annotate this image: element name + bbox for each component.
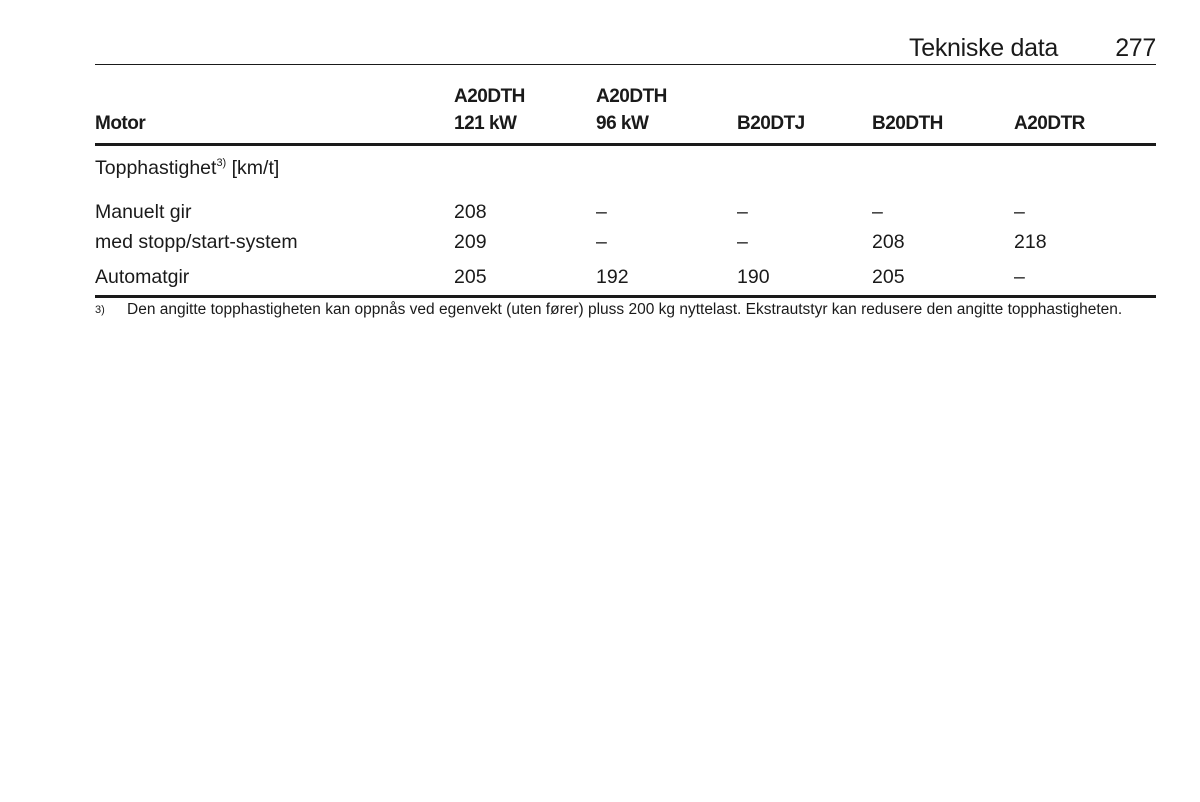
- row-label: Automatgir: [95, 266, 190, 288]
- table-row: [95, 262, 1156, 292]
- table-section-row: [95, 153, 1156, 185]
- table-cell: –: [596, 231, 607, 253]
- table-cell: 208: [454, 201, 487, 223]
- table-cell: 205: [872, 266, 905, 288]
- table-cell: –: [872, 201, 883, 223]
- page-number: 277: [1115, 34, 1156, 62]
- section-label: Topphastighet$^{3)}$ [km/t]: [95, 157, 280, 179]
- column-header-motor: Motor: [95, 113, 146, 134]
- table-cell: 209: [454, 231, 487, 253]
- footnote-reference: 3): [216, 157, 227, 169]
- table-cell: –: [596, 201, 607, 223]
- page-header: [95, 32, 1156, 65]
- table-row: [95, 227, 1156, 257]
- column-header-b20dth: B20DTH: [872, 113, 943, 134]
- table-row: [95, 197, 1156, 227]
- table-bottom-rule: [95, 295, 1156, 298]
- column-header-a20dth-121kw: A20DTH 121 kW: [454, 86, 525, 134]
- section-title: Tekniske data: [909, 34, 1058, 62]
- table-cell: –: [737, 231, 748, 253]
- table-cell: –: [1014, 201, 1025, 223]
- table-cell: 208: [872, 231, 905, 253]
- footnote-mark: 3): [95, 304, 105, 316]
- table-cell: 190: [737, 266, 770, 288]
- column-header-b20dtj: B20DTJ: [737, 113, 805, 134]
- top-speed-table: [95, 86, 1156, 298]
- table-cell: 218: [1014, 231, 1047, 253]
- table-cell: 192: [596, 266, 629, 288]
- table-cell: –: [1014, 266, 1025, 288]
- column-header-a20dth-96kw: A20DTH 96 kW: [596, 86, 667, 134]
- row-label: med stopp/start-system: [95, 231, 298, 253]
- column-header-a20dtr: A20DTR: [1014, 113, 1085, 134]
- table-cell: –: [737, 201, 748, 223]
- row-label: Manuelt gir: [95, 201, 192, 223]
- table-header: [95, 86, 1156, 146]
- footnote-text: Den angitte topphastigheten kan oppnås ved egenvekt (uten fører) pluss 200 kg nyttelast. Ekstrautstyr kan redusere den angitte topphastigheten.: [127, 301, 1123, 318]
- table-cell: 205: [454, 266, 487, 288]
- footnote: [95, 302, 1156, 318]
